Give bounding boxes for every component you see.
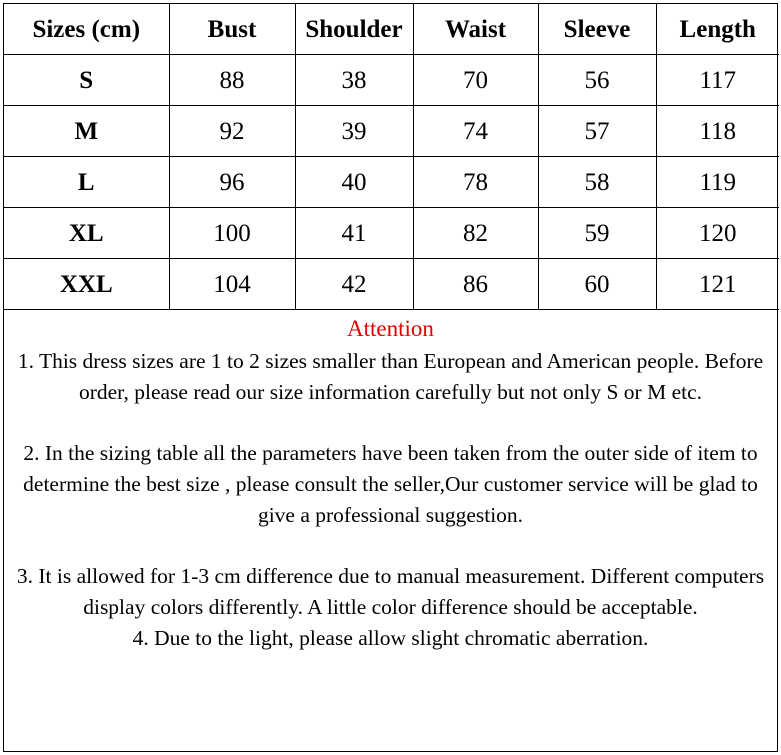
bust-value: 92 <box>169 106 295 157</box>
bust-value: 96 <box>169 157 295 208</box>
waist-value: 74 <box>413 106 538 157</box>
header-bust: Bust <box>169 4 295 55</box>
attention-title: Attention <box>347 316 434 341</box>
length-value: 121 <box>656 259 779 310</box>
note-item: 1. This dress sizes are 1 to 2 sizes smaller than European and American people. Before order, please read our size information carefully but not only S or M etc. <box>17 349 764 404</box>
length-value: 118 <box>656 106 779 157</box>
note-item: 3. It is allowed for 1-3 cm difference due to manual measurement. Different computers display colors differently. A little color difference should be acceptable. <box>16 564 765 619</box>
size-label: M <box>4 106 169 157</box>
note-spacer <box>8 531 773 561</box>
header-waist: Waist <box>413 4 538 55</box>
table-row <box>4 55 779 106</box>
waist-value: 86 <box>413 259 538 310</box>
sleeve-value: 59 <box>538 208 656 259</box>
table-row <box>4 106 779 157</box>
table-header-row <box>4 4 779 55</box>
size-label: XXL <box>4 259 169 310</box>
waist-value: 78 <box>413 157 538 208</box>
size-label: XL <box>4 208 169 259</box>
shoulder-value: 41 <box>295 208 413 259</box>
sleeve-value: 57 <box>538 106 656 157</box>
header-sleeve: Sleeve <box>538 4 656 55</box>
sleeve-value: 56 <box>538 55 656 106</box>
table-row <box>4 157 779 208</box>
size-label: L <box>4 157 169 208</box>
header-sizes: Sizes (cm) <box>4 4 169 55</box>
waist-value: 70 <box>413 55 538 106</box>
shoulder-value: 38 <box>295 55 413 106</box>
attention-notes <box>4 312 777 654</box>
note-item: 2. In the sizing table all the parameters have been taken from the outer side of item to determine the best size , please consult the seller,Our customer service will be glad to give a professional suggestion. <box>23 441 758 527</box>
shoulder-value: 40 <box>295 157 413 208</box>
size-table <box>4 4 779 310</box>
waist-value: 82 <box>413 208 538 259</box>
shoulder-value: 39 <box>295 106 413 157</box>
note-item: 4. Due to the light, please allow slight chromatic aberration. <box>132 626 649 650</box>
header-shoulder: Shoulder <box>295 4 413 55</box>
sleeve-value: 58 <box>538 157 656 208</box>
sleeve-value: 60 <box>538 259 656 310</box>
table-row <box>4 259 779 310</box>
table-row <box>4 208 779 259</box>
size-label: S <box>4 55 169 106</box>
bust-value: 100 <box>169 208 295 259</box>
bust-value: 88 <box>169 55 295 106</box>
size-chart-sheet <box>3 3 778 752</box>
shoulder-value: 42 <box>295 259 413 310</box>
bust-value: 104 <box>169 259 295 310</box>
note-spacer <box>8 408 773 438</box>
header-length: Length <box>656 4 779 55</box>
length-value: 120 <box>656 208 779 259</box>
length-value: 119 <box>656 157 779 208</box>
length-value: 117 <box>656 55 779 106</box>
